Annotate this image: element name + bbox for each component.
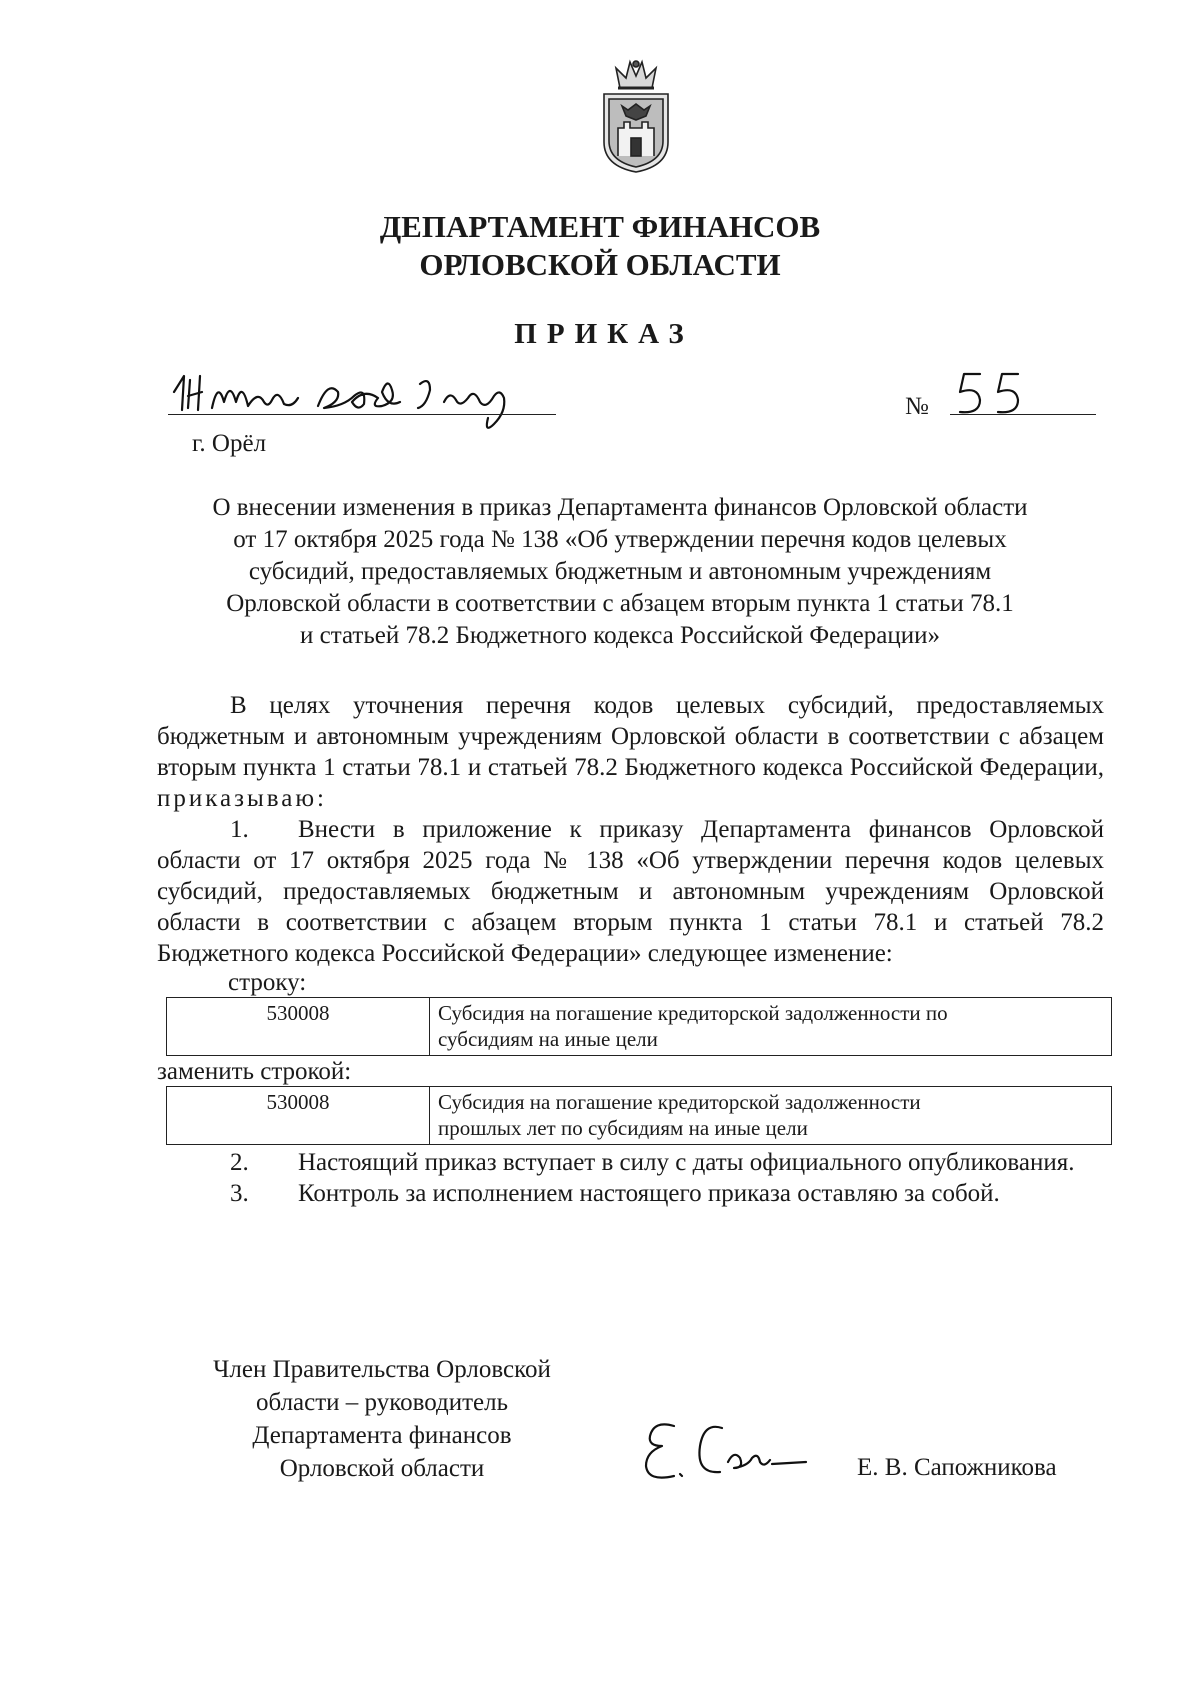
item-2-text: Настоящий приказ вступает в силу с даты официального опубликования.	[298, 1149, 1075, 1176]
item-2-number: 2.	[230, 1149, 249, 1176]
old-row-table	[166, 997, 1112, 1056]
subject-line: от 17 октября 2025 года № 138 «Об утверждении перечня кодов целевых	[233, 526, 1007, 553]
number-underline	[950, 414, 1096, 415]
position-line: Орловской области	[279, 1455, 485, 1482]
position-line: Департамента финансов	[252, 1422, 512, 1449]
position-line: области – руководитель	[255, 1389, 509, 1416]
item-1-number: 1.	[230, 816, 249, 843]
old-row-code: 530008	[167, 998, 430, 1056]
item-1-paragraph	[157, 814, 1104, 969]
item-3-text: Контроль за исполнением настоящего приказа оставляю за собой.	[298, 1180, 1000, 1207]
table-row	[167, 1087, 1112, 1145]
subject-line: Орловской области в соответствии с абзацем вторым пункта 1 статьи 78.1	[226, 590, 1014, 617]
new-row-code: 530008	[167, 1087, 430, 1145]
new-row-name	[430, 1087, 1112, 1145]
preamble-verb: приказываю:	[157, 785, 327, 812]
department-line-1: ДЕПАРТАМЕНТ ФИНАНСОВ	[379, 209, 821, 244]
position-line: Член Правительства Орловской	[213, 1356, 551, 1383]
table-row	[167, 998, 1112, 1056]
label-old-row: строку:	[228, 969, 307, 996]
orel-oblast-coat-of-arms-icon	[594, 58, 678, 176]
date-underline	[168, 414, 556, 415]
new-row-table	[166, 1086, 1112, 1145]
city-label: г. Орёл	[192, 430, 267, 457]
item-3-number: 3.	[230, 1180, 249, 1207]
preamble-text: В целях уточнения перечня кодов целевых субсидий, предоставляемых бюджетным и автономным учреждениям Орловской области в соответствии с абзацем вторым пункта 1 статьи 78.1 и статьей 78.2 Бюджетного кодекса Российской Федерации,	[157, 692, 1104, 781]
department-line-2: ОРЛОВСКОЙ ОБЛАСТИ	[419, 247, 781, 282]
new-row-name-line: Субсидия на погашение кредиторской задолженности	[438, 1090, 921, 1114]
item-2-paragraph	[157, 1147, 1104, 1178]
handwritten-signature	[640, 1412, 812, 1492]
old-row-name	[430, 998, 1112, 1056]
subject-line: О внесении изменения в приказ Департамента финансов Орловской области	[212, 494, 1028, 521]
document-body	[157, 690, 1104, 1209]
label-new-row: заменить строкой:	[157, 1058, 352, 1085]
department-name	[0, 208, 1200, 284]
item-3-paragraph	[157, 1178, 1104, 1209]
old-row-name-line: субсидиям на иные цели	[438, 1027, 658, 1051]
preamble-paragraph	[157, 690, 1104, 814]
signatory-position	[172, 1353, 592, 1485]
subject-line: и статьей 78.2 Бюджетного кодекса Российской Федерации»	[300, 622, 940, 649]
number-sign: №	[905, 393, 929, 420]
signer-name: Е. В. Сапожникова	[857, 1454, 1057, 1481]
document-type-title: ПРИКАЗ	[514, 318, 694, 350]
new-row-name-line: прошлых лет по субсидиям на иные цели	[438, 1116, 808, 1140]
item-1-text: Внести в приложение к приказу Департамента финансов Орловской области от 17 октября 2025 года № 138 «Об утверждении перечня кодов целевых субсидий, предоставляемых бюджетным и автономным учреждениям Орловской области в соответствии с абзацем вторым пункта 1 статьи 78.1 и статьей 78.2 Бюджетного кодекса Российской Федерации» следующее изменение:	[157, 816, 1104, 967]
document-subject	[150, 492, 1090, 652]
subject-line: субсидий, предоставляемых бюджетным и автономным учреждениям	[248, 558, 992, 585]
old-row-name-line: Субсидия на погашение кредиторской задолженности по	[438, 1001, 948, 1025]
